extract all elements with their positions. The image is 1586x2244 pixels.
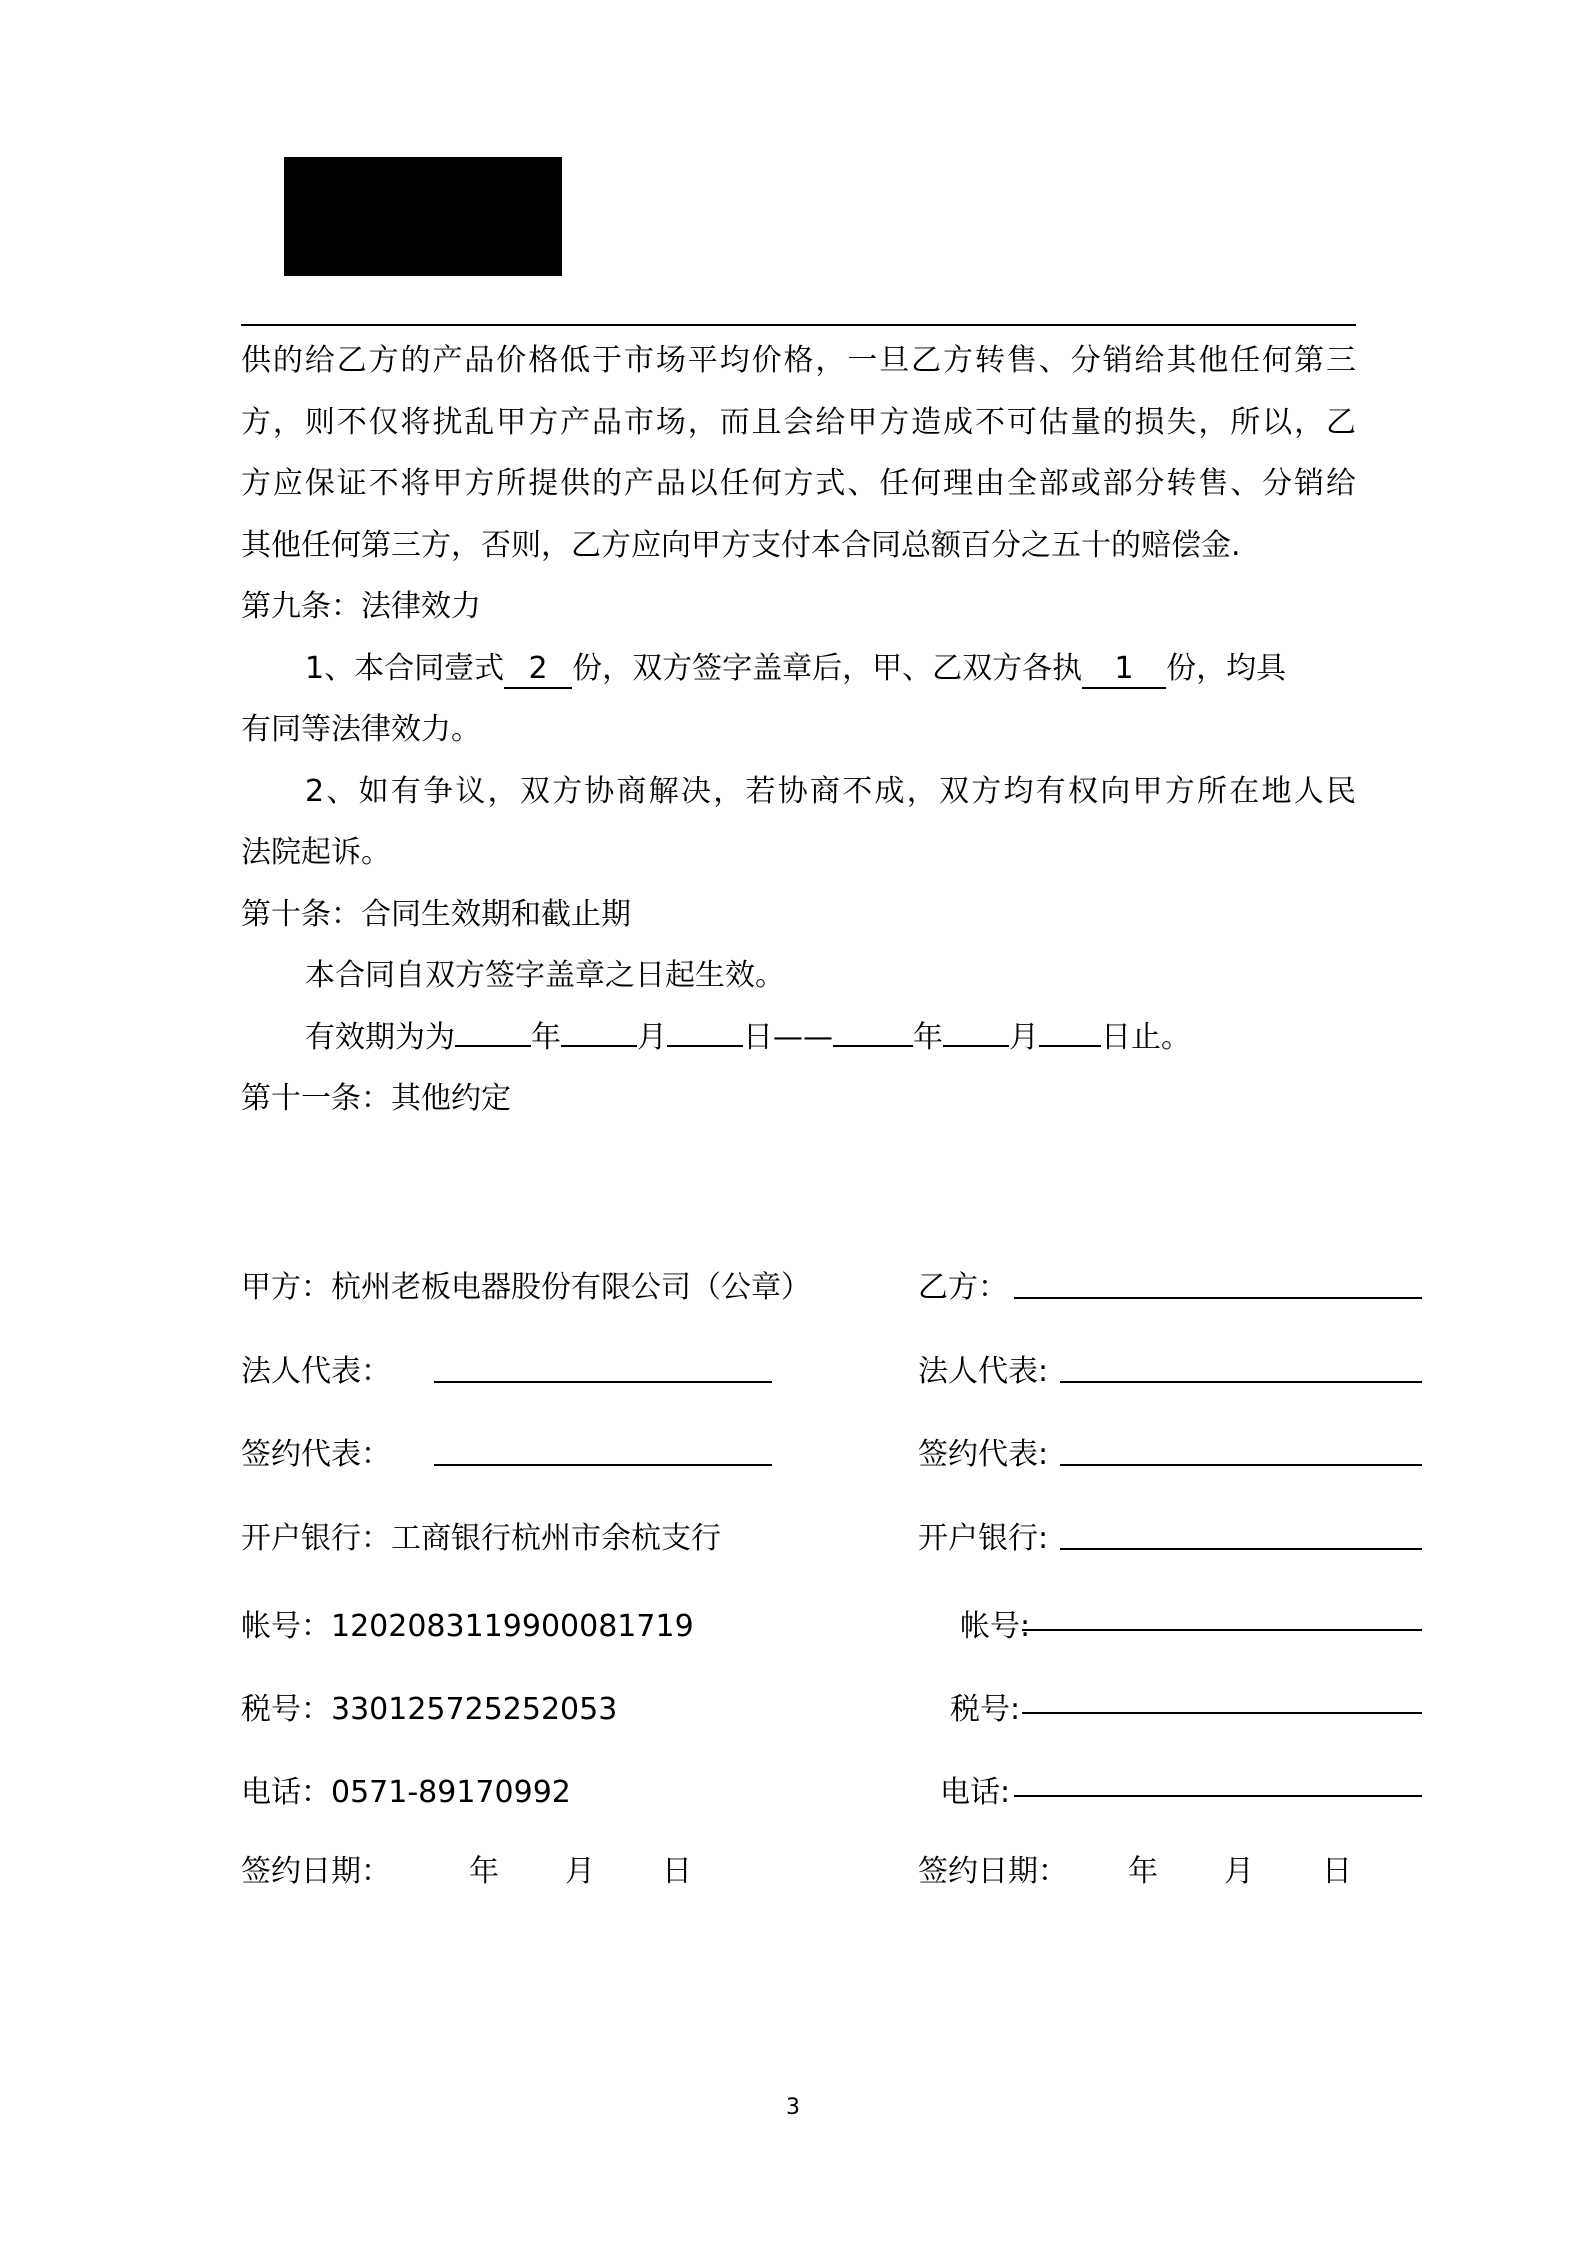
party-a-name: 杭州老板电器股份有限公司（公章） xyxy=(331,1270,811,1305)
article-10-heading: 第十条：合同生效期和截止期 xyxy=(241,896,631,932)
party-b-date-year: 年 xyxy=(1128,1854,1158,1889)
article-9-heading: 第九条：法律效力 xyxy=(241,589,481,624)
party-b-date-day: 日 xyxy=(1322,1854,1352,1889)
party-b-account-label: 帐号: xyxy=(960,1609,1031,1644)
paragraph-line: 有同等法律效力。 xyxy=(241,712,481,747)
dash-text: —— xyxy=(773,1019,833,1055)
party-a-tax-label: 税号： xyxy=(241,1692,331,1727)
start-month-blank xyxy=(561,1045,637,1047)
party-a-legal-rep-label: 法人代表： xyxy=(241,1354,391,1389)
party-a-label: 甲方： xyxy=(241,1270,331,1305)
party-b-phone-label: 电话: xyxy=(940,1775,1011,1810)
validity-clause xyxy=(241,1007,1356,1069)
effective-clause: 本合同自双方签字盖章之日起生效。 xyxy=(305,958,785,993)
party-a-name-row xyxy=(241,1268,811,1308)
page-number: 3 xyxy=(786,2095,800,2120)
copies-count-field: 2 xyxy=(504,651,572,689)
party-a-bank-label: 开户银行： xyxy=(241,1521,391,1556)
paragraph-line: 方应保证不将甲方所提供的产品以任何方式、任何理由全部或部分转售、分销给 xyxy=(241,466,1356,501)
redacted-logo-block xyxy=(284,157,562,276)
party-a-phone: 0571-89170992 xyxy=(331,1775,571,1810)
contract-body xyxy=(241,330,1356,1130)
party-a-legal-rep-line xyxy=(434,1381,772,1383)
day-text: 日 xyxy=(743,1019,773,1055)
item-1-mid: 份，双方签字盖章后，甲、乙双方各执 xyxy=(572,650,1083,686)
header-rule xyxy=(241,324,1356,326)
article-11-heading: 第十一条：其他约定 xyxy=(241,1081,511,1116)
month-text: 月 xyxy=(637,1019,667,1055)
paragraph-line: 方，则不仅将扰乱甲方产品市场，而且会给甲方造成不可估量的损失，所以，乙 xyxy=(241,404,1356,440)
start-day-blank xyxy=(667,1045,743,1047)
party-b-signing-rep-line xyxy=(1060,1464,1422,1466)
party-b-label: 乙方： xyxy=(918,1270,1008,1305)
party-a-date-day: 日 xyxy=(662,1854,692,1889)
party-a-date-year: 年 xyxy=(469,1854,499,1889)
validity-prefix: 有效期为为 xyxy=(305,1019,455,1055)
year-text: 年 xyxy=(531,1019,561,1055)
party-a-tax: 330125725252053 xyxy=(331,1692,618,1727)
party-a-bank: 工商银行杭州市余杭支行 xyxy=(391,1521,721,1556)
party-b-tax-label: 税号: xyxy=(950,1692,1021,1727)
party-a-account-row xyxy=(241,1607,694,1647)
paragraph-line: 其他任何第三方，否则，乙方应向甲方支付本合同总额百分之五十的赔偿金. xyxy=(241,527,1241,563)
party-b-legal-rep-label: 法人代表: xyxy=(918,1354,1049,1389)
party-b-date-label: 签约日期： xyxy=(918,1854,1068,1889)
end-text: 日止。 xyxy=(1101,1019,1191,1055)
party-a-tax-row xyxy=(241,1690,617,1730)
end-year-blank xyxy=(833,1045,913,1047)
party-a-phone-label: 电话： xyxy=(241,1775,331,1810)
party-a-phone-row xyxy=(241,1773,571,1813)
end-day-blank xyxy=(1039,1045,1101,1047)
party-a-date-label: 签约日期： xyxy=(241,1854,391,1889)
party-b-bank-label: 开户银行: xyxy=(918,1521,1049,1556)
party-b-phone-line xyxy=(1014,1795,1422,1797)
party-b-tax-line xyxy=(1022,1712,1422,1714)
copies-each-field: 1 xyxy=(1082,651,1166,689)
party-a-account-label: 帐号： xyxy=(241,1609,331,1644)
article-9-item-1 xyxy=(241,638,1356,700)
article-9-item-2: 2、如有争议，双方协商解决，若协商不成，双方均有权向甲方所在地人民 xyxy=(305,773,1356,809)
year-text: 年 xyxy=(913,1019,943,1055)
party-b-account-line xyxy=(1022,1629,1422,1631)
month-text: 月 xyxy=(1009,1019,1039,1055)
party-b-legal-rep-line xyxy=(1060,1381,1422,1383)
party-b-bank-line xyxy=(1060,1548,1422,1550)
paragraph-line: 供的给乙方的产品价格低于市场平均价格，一旦乙方转售、分销给其他任何第三 xyxy=(241,343,1356,378)
party-a-account: 1202083119900081719 xyxy=(331,1609,694,1644)
party-a-signing-rep-label: 签约代表： xyxy=(241,1437,391,1472)
party-b-date-month: 月 xyxy=(1224,1854,1254,1889)
party-a-bank-row xyxy=(241,1519,721,1559)
party-b-name-line xyxy=(1014,1297,1422,1299)
party-a-signing-rep-line xyxy=(434,1464,772,1466)
end-month-blank xyxy=(943,1045,1009,1047)
start-year-blank xyxy=(455,1045,531,1047)
party-a-date-month: 月 xyxy=(565,1854,595,1889)
party-b-signing-rep-label: 签约代表: xyxy=(918,1437,1049,1472)
paragraph-line: 法院起诉。 xyxy=(241,835,391,870)
item-1-prefix: 1、本合同壹式 xyxy=(305,650,505,686)
item-1-suffix: 份，均具 xyxy=(1166,650,1287,686)
